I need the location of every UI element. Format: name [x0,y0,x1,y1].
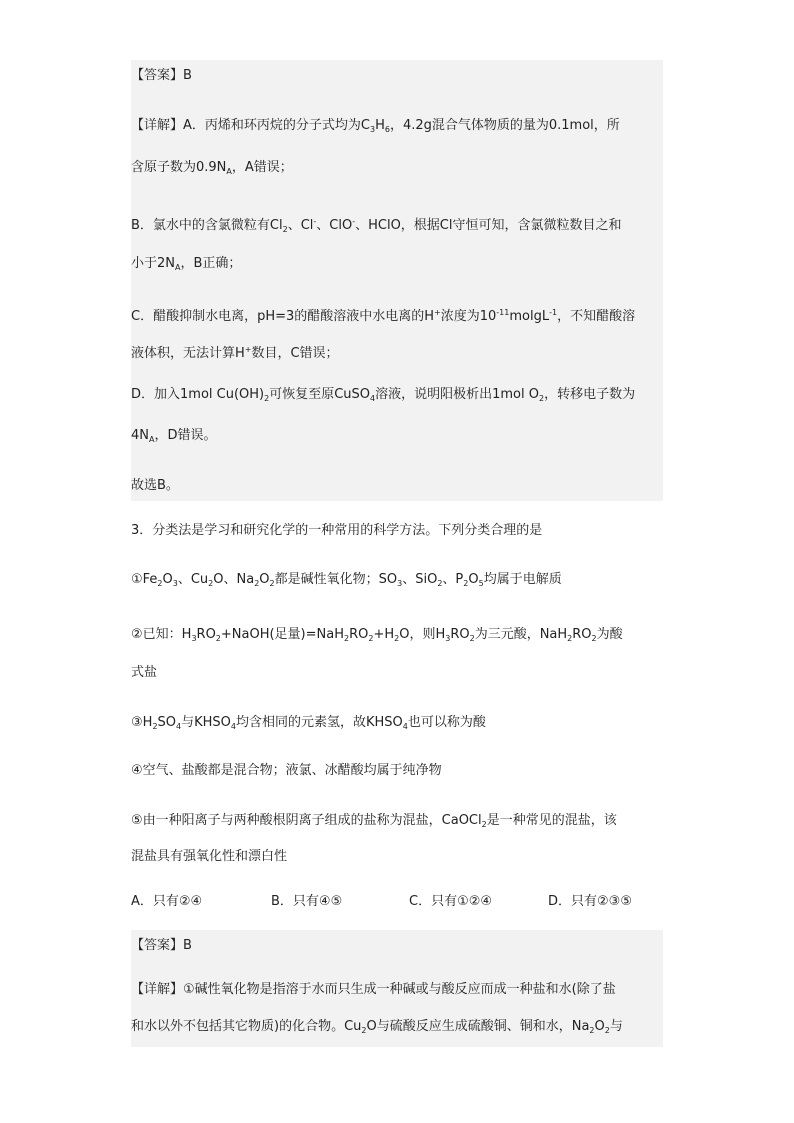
explanation-line: B．氯水中的含氯微粒有$Cl_2$、Cl-、ClO-、HClO，根据Cl守恒可知，含氯微粒数目之和 [131,217,622,234]
answer-label: 【答案】B [131,68,192,83]
explanation-line: 液体积，无法计算H+数目，C错误； [131,345,339,361]
explanation-line: 小于$2N_A$，B正确； [131,256,242,272]
explanation-line: 【详解】A．丙烯和环丙烷的分子式均为$C_3H_6$，4.2g混合气体物质的量为0.1mol，所 [131,118,620,134]
answer-label: 【答案】B [131,938,192,953]
explanation-line: D．加入1mol $Cu(OH)_2$可恢复至原CuSO$_4$溶液，说明阳极析出1mol $O_2$，转移电子数为 [131,387,636,403]
statement-1: $①Fe_2O_3$、$Cu_2O$、$Na_2O_2$都是碱性氧化物；$SO_3$、SiO$_2$、$P_2O_5$均属于电解质 [131,572,562,588]
explanation-line: 含原子数为$0.9N_A$，A错误； [131,160,293,176]
option-c[interactable]: C．只有①②④ [409,894,493,909]
statement-2-cont: 式盐 [131,665,158,680]
options-row [131,892,663,912]
statement-5-cont: 混盐具有强氧化性和漂白性 [131,849,288,864]
explanation-line: $4N_A$，D错误。 [131,428,217,444]
statement-4: ④空气、盐酸都是混合物；液氯、冰醋酸均属于纯净物 [131,763,442,778]
question-stem: 3．分类法是学习和研究化学的一种常用的科学方法。下列分类合理的是 [131,523,543,538]
statement-5: ⑤由一种阳离子与两种酸根阴离子组成的盐称为混盐，CaOCl$_2$是一种常见的混盐，该 [131,813,617,829]
option-a[interactable]: A．只有②④ [131,894,203,909]
answer-block-1 [131,60,663,501]
explanation-line: C．醋酸抑制水电离，pH=3的醋酸溶液中水电离的H+浓度为$10^{-11}molgL^{-1}$，不知醋酸溶 [131,308,636,324]
explanation-line: 【详解】①碱性氧化物是指溶于水而只生成一种碱或与酸反应而成一种盐和水(除了盐 [131,982,616,997]
conclusion-line: 故选B。 [131,478,179,493]
option-d[interactable]: D．只有②③⑤ [548,894,632,909]
statement-2: ②已知：$H_3RO_2+NaOH$(足量)$=NaH_2RO_2+H_2O$，则$H_3RO_2$为三元酸，$NaH_2RO_2$为酸 [131,627,623,643]
explanation-line: 和水以外不包括其它物质)的化合物。$Cu_2O$与硫酸反应生成硫酸铜、铜和水，$Na_2O_2$与 [131,1019,623,1035]
statement-3: $③H_2SO_4$与$KHSO_4$均含相同的元素氢，故$KHSO_4$也可以称为酸 [131,715,486,731]
option-b[interactable]: B．只有④⑤ [271,894,343,909]
answer-block-2 [131,930,663,1047]
